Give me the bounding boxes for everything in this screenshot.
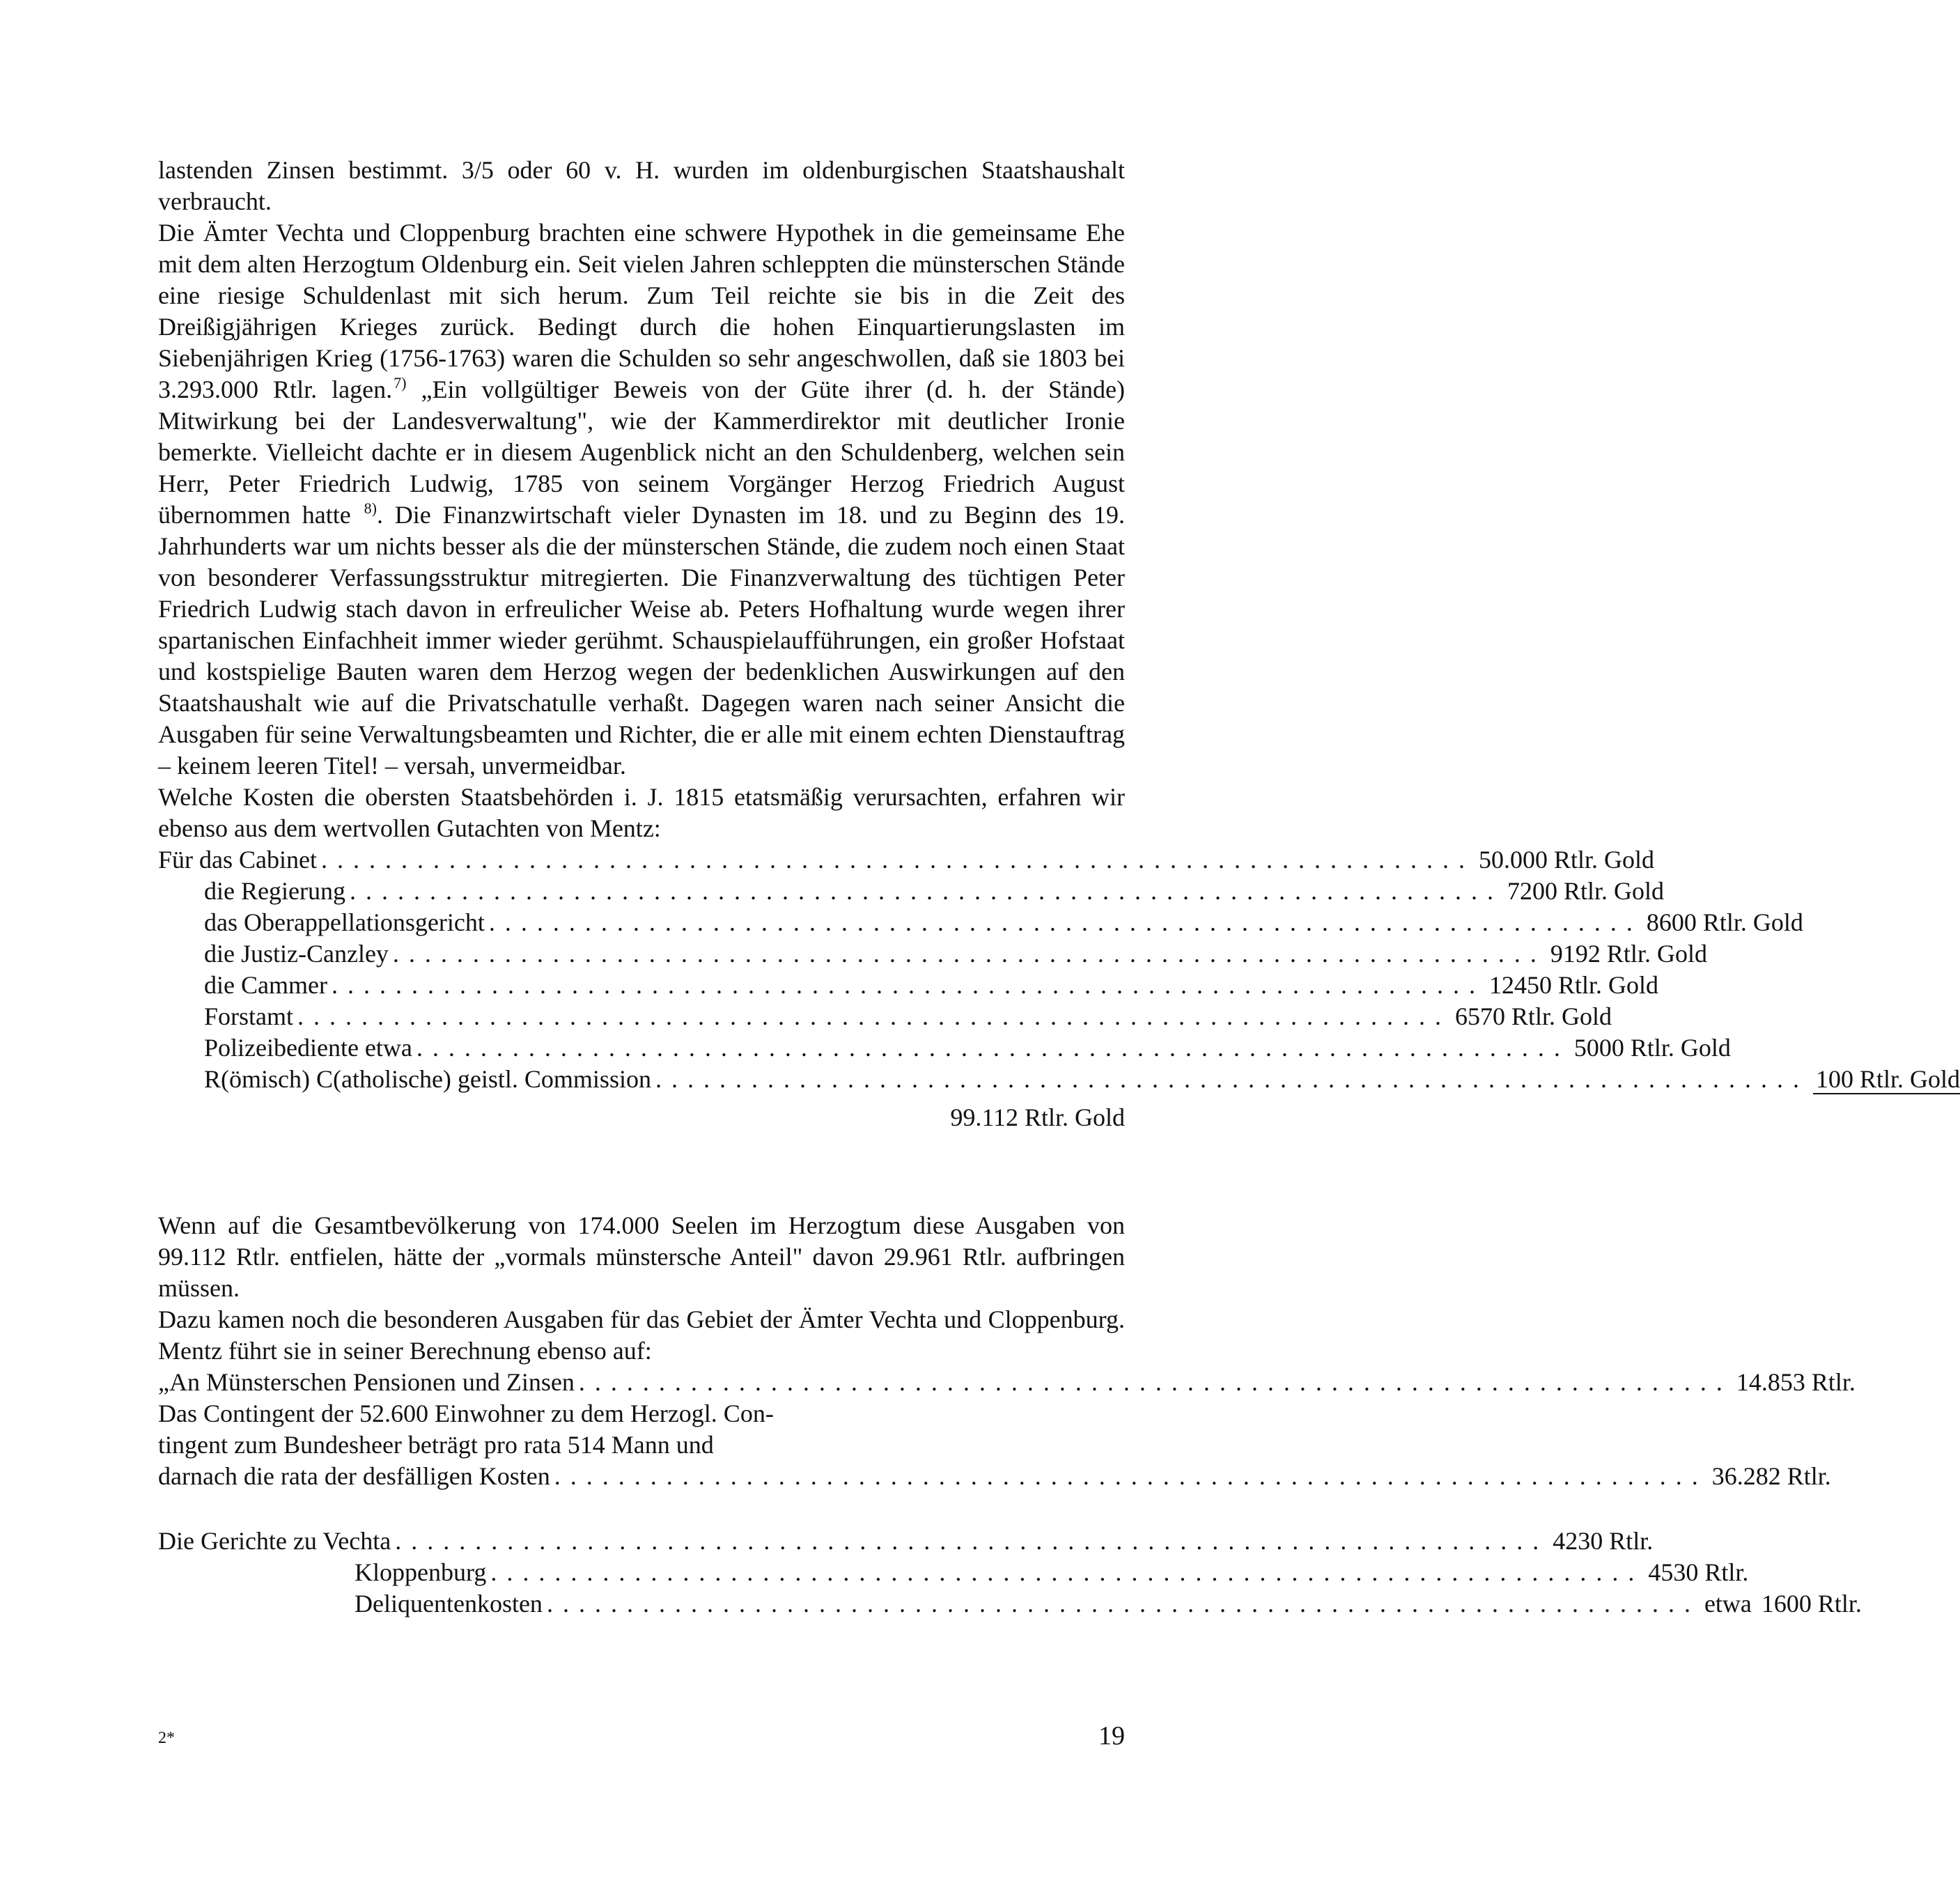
paragraph-population-share: Wenn auf die Gesamtbevölkerung von 174.000 Seelen im Herzogtum diese Ausgaben von 99.112 Rtlr. entfielen, hätte der „vormals münstersche Anteil" davon 29.961 Rtlr. aufbringen müssen.	[158, 1211, 1125, 1302]
spacer	[158, 1133, 1125, 1210]
page-footer	[158, 1721, 1125, 1755]
dot-leader: ........................................................................	[392, 940, 1546, 968]
paragraph-costs-intro: Welche Kosten die obersten Staatsbehörden i. J. 1815 etatsmäßig verursachten, erfahren wir ebenso aus dem wertvollen Gutachten von Mentz:	[158, 783, 1125, 842]
cost-amount: 6570 Rtlr. Gold	[1455, 1002, 1612, 1030]
cost-amount: 100 Rtlr. Gold	[1813, 1065, 1960, 1094]
cost-amount: 7200 Rtlr. Gold	[1507, 877, 1664, 905]
paragraph-interest: lastenden Zinsen bestimmt. 3/5 oder 60 v. H. wurden im oldenburgischen Staatshaushalt verbraucht.	[158, 156, 1125, 215]
dot-leader: ........................................................................	[416, 1034, 1570, 1062]
page-number: 19	[1098, 1721, 1125, 1751]
extra-amount: 14.853 Rtlr.	[1736, 1368, 1856, 1396]
cost-row-cabinet	[158, 844, 1655, 876]
cost-row-justiz-canzley	[158, 938, 1707, 970]
paragraph-special-expenses: Dazu kamen noch die besonderen Ausgaben für das Gebiet der Ämter Vechta und Cloppenburg. Mentz führt sie in seiner Berechnung ebenso auf:	[158, 1305, 1125, 1365]
dot-leader: ........................................................................	[395, 1527, 1549, 1555]
court-label: Deliquentenkosten	[355, 1590, 543, 1618]
extra-costs-list	[158, 1367, 1856, 1492]
court-row-deliquenten	[158, 1588, 1862, 1620]
footnote-ref-7: 7)	[394, 374, 407, 391]
court-row-vechta	[158, 1526, 1654, 1557]
extra-amount: 36.282 Rtlr.	[1711, 1462, 1831, 1490]
cost-label: R(ömisch) C(atholische) geistl. Commission	[204, 1065, 651, 1093]
dot-leader: ........................................................................	[546, 1590, 1700, 1618]
extra-label: darnach die rata der desfälligen Kosten	[158, 1462, 550, 1490]
extra-line-contingent-2: tingent zum Bundesheer beträgt pro rata 514 Mann und	[158, 1431, 714, 1459]
court-label: Kloppenburg	[355, 1558, 487, 1586]
cost-row-forstamt	[158, 1001, 1612, 1032]
cost-row-regierung	[158, 876, 1664, 907]
dot-leader: ........................................................................	[655, 1065, 1809, 1093]
court-amount: 1600 Rtlr.	[1761, 1590, 1862, 1618]
cost-total: 99.112 Rtlr. Gold	[950, 1103, 1125, 1131]
court-prefix: etwa	[1704, 1590, 1752, 1618]
cost-amount: 50.000 Rtlr. Gold	[1478, 846, 1655, 874]
dot-leader: ........................................................................	[320, 846, 1475, 874]
dot-leader: ........................................................................	[349, 877, 1503, 905]
cost-label: die Regierung	[204, 877, 345, 905]
cost-label: Forstamt	[204, 1002, 294, 1030]
paragraph-debt-part-1: Die Ämter Vechta und Cloppenburg brachten eine schwere Hypothek in die gemeinsame Ehe mit dem alten Herzogtum Oldenburg ein. Seit vielen Jahren schleppten die münsterschen Stände eine riesige Schuldenlast mit sich herum. Zum Teil reichte sie bis in die Zeit des Dreißigjährigen Krieges zurück. Bedingt durch die hohen Einquartierungslasten im Siebenjährigen Krieg (1756-1763) waren die Schulden so sehr angeschwollen, daß sie 1803 bei 3.293.000 Rtlr. lagen.	[158, 219, 1125, 403]
cost-row-commission	[158, 1064, 1960, 1095]
court-amount: 4230 Rtlr.	[1553, 1527, 1654, 1555]
cost-table	[158, 844, 1960, 1133]
court-amount: 4530 Rtlr.	[1648, 1558, 1749, 1586]
document-page	[158, 155, 1960, 1620]
dot-leader: ........................................................................	[297, 1002, 1452, 1030]
dot-leader: ........................................................................	[331, 971, 1485, 999]
spacer	[158, 1492, 1125, 1526]
court-label: Die Gerichte zu Vechta	[158, 1527, 391, 1555]
cost-row-cammer	[158, 970, 1658, 1001]
extra-label: „An Münsterschen Pensionen und Zinsen	[158, 1368, 575, 1396]
court-row-kloppenburg	[158, 1557, 1749, 1588]
extra-row-contingent-costs	[158, 1461, 1831, 1492]
paragraph-debt-history	[158, 217, 1125, 782]
paragraph-debt-part-2: „Ein vollgültiger Beweis von der Güte ihrer (d. h. der Stände) Mitwirkung bei der Landesverwaltung", wie der Kammerdirektor mit deutlicher Ironie bemerkte. Vielleicht dachte er in diesem Augenblick nicht an den Schuldenberg, welchen sein Herr, Peter Friedrich Ludwig, 1785 von seinem Vorgänger Herzog Friedrich August übernommen hatte	[158, 375, 1125, 529]
cost-label: Polizeibediente etwa	[204, 1034, 412, 1062]
cost-amount: 8600 Rtlr. Gold	[1646, 908, 1803, 936]
cost-label: das Oberappellationsgericht	[204, 908, 485, 936]
signature-mark: 2*	[158, 1729, 175, 1747]
cost-label: die Cammer	[204, 971, 327, 999]
footnote-ref-8: 8)	[364, 499, 377, 517]
courts-list	[158, 1526, 1862, 1620]
dot-leader: ........................................................................	[490, 1558, 1644, 1586]
extra-row-pensions	[158, 1367, 1856, 1398]
extra-line-contingent-1: Das Contingent der 52.600 Einwohner zu dem Herzogl. Con-	[158, 1399, 774, 1427]
paragraph-debt-part-3: . Die Finanzwirtschaft vieler Dynasten im 18. und zu Beginn des 19. Jahrhunderts war um nichts besser als die der münsterschen Stände, die zudem noch einen Staat von besonderer Verfassungsstruktur mitregierten. Die Finanzverwaltung des tüchtigen Peter Friedrich Ludwig stach davon in erfreulicher Weise ab. Peters Hofhaltung wurde wegen ihrer spartanischen Einfachheit immer wieder gerühmt. Schauspielaufführungen, ein großer Hofstaat und kostspielige Bauten waren dem Herzog wegen der bedenklichen Auswirkungen auf den Staatshaushalt wie auf die Privatschatulle verhaßt. Dagegen waren nach seiner Ansicht die Ausgaben für seine Verwaltungsbeamten und Richter, die er alle mit einem echten Dienstauftrag – keinem leeren Titel! – versah, unvermeidbar.	[158, 501, 1125, 780]
cost-label: die Justiz-Canzley	[204, 940, 389, 968]
cost-row-oberappellationsgericht	[158, 907, 1803, 938]
cost-amount: 9192 Rtlr. Gold	[1550, 940, 1707, 968]
cost-amount: 5000 Rtlr. Gold	[1573, 1034, 1731, 1062]
cost-amount: 12450 Rtlr. Gold	[1488, 971, 1658, 999]
dot-leader: ........................................................................	[488, 908, 1642, 936]
dot-leader: ........................................................................	[578, 1368, 1732, 1396]
cost-label: Für das Cabinet	[158, 846, 317, 874]
dot-leader: ........................................................................	[554, 1462, 1708, 1490]
cost-row-polizeibediente	[158, 1032, 1731, 1064]
